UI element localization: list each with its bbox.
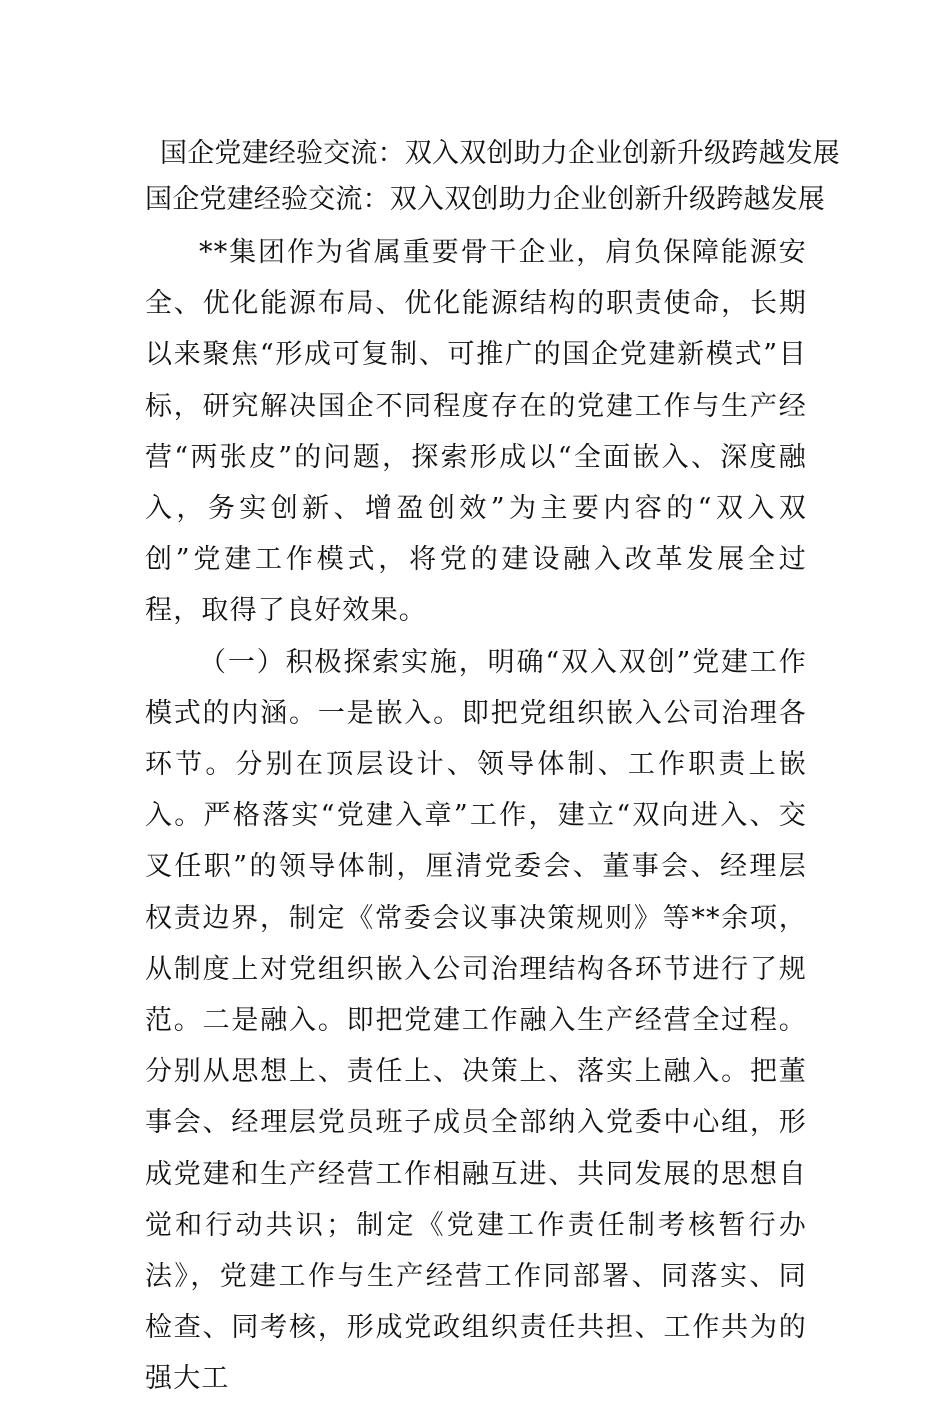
document-body <box>145 227 807 1405</box>
document-title-repeat: 国企党建经验交流：双入双创助力企业创新升级跨越发展 <box>145 184 825 215</box>
document-title: 国企党建经验交流：双入双创助力企业创新升级跨越发展 <box>160 138 840 169</box>
paragraph-intro: **集团作为省属重要骨干企业，肩负保障能源安全、优化能源布局、优化能源结构的职责使命，长期以来聚焦“形成可复制、可推广的国企党建新模式”目标，研究解决国企不同程度存在的党建工作与生产经营“两张皮”的问题，探索形成以“全面嵌入、深度融入，务实创新、增盈创效”为主要内容的“双入双创”党建工作模式，将党的建设融入改革发展全过程，取得了良好效果。 <box>145 237 807 627</box>
paragraph-section-1: （一）积极探索实施，明确“双入双创”党建工作模式的内涵。一是嵌入。即把党组织嵌入公司治理各环节。分别在顶层设计、领导体制、工作职责上嵌入。严格落实“党建入章”工作，建立“双向进入、交叉任职”的领导体制，厘清党委会、董事会、经理层权责边界，制定《常委会议事决策规则》等**余项，从制度上对党组织嵌入公司治理结构各环节进行了规范。二是融入。即把党建工作融入生产经营全过程。分别从思想上、责任上、决策上、落实上融入。把董事会、经理层党员班子成员全部纳入党委中心组，形成党建和生产经营工作相融互进、共同发展的思想自觉和行动共识；制定《党建工作责任制考核暂行办法》，党建工作与生产经营工作同部署、同落实、同检查、同考核，形成党政组织责任共担、工作共为的强大工 <box>145 646 807 1395</box>
